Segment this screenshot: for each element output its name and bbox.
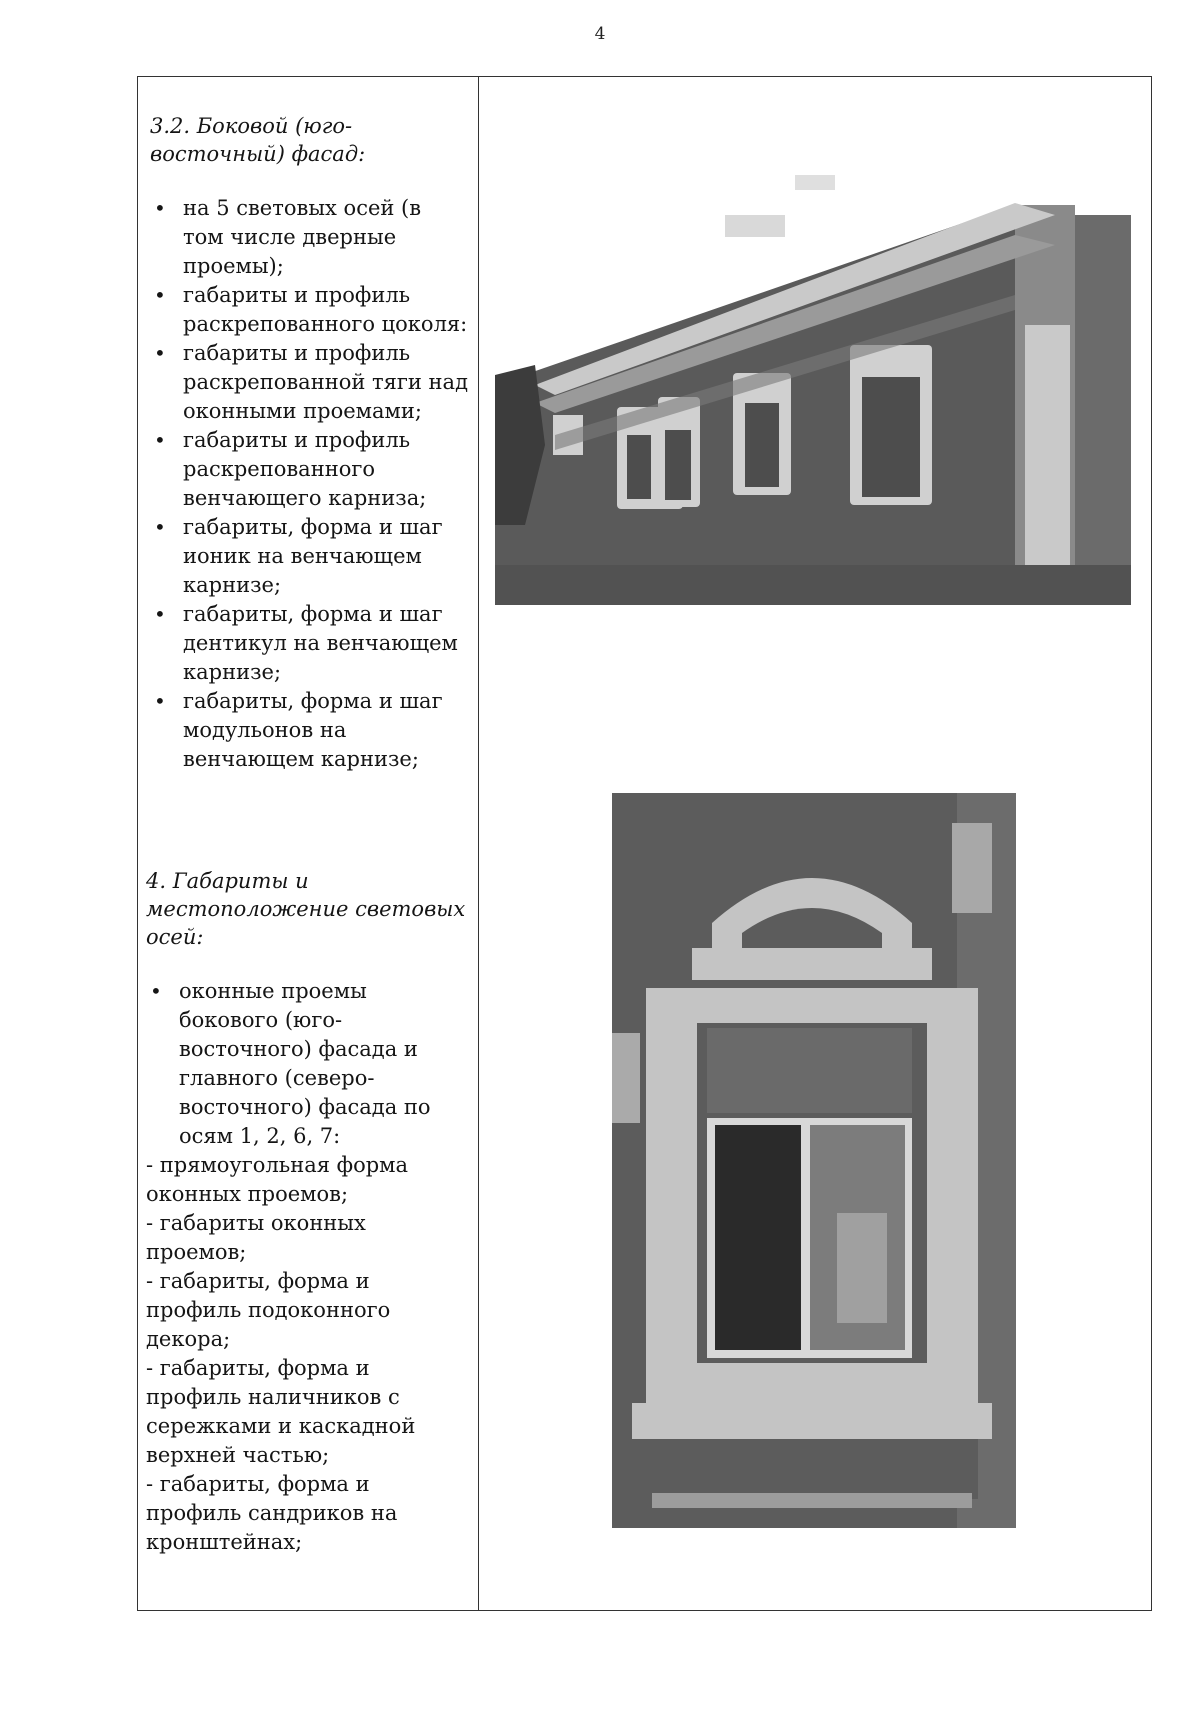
list-item: • на 5 световых осей (в том числе дверные проемы); xyxy=(150,194,468,281)
section-4-dash-list xyxy=(146,1151,471,1557)
list-item: • оконные проемы бокового (юго-восточного) фасада и главного (северо-восточного) фасада по осям 1, 2, 6, 7: xyxy=(146,977,471,1151)
column-divider xyxy=(478,77,479,1610)
page-number: 4 xyxy=(594,24,606,44)
section-4-bullet-list xyxy=(146,977,471,1151)
section-4 xyxy=(146,867,471,1557)
list-item: • габариты, форма и шаг модульонов на венчающем карнизе; xyxy=(150,687,468,774)
window-photo-icon xyxy=(612,793,1016,1528)
list-item: • габариты и профиль раскрепованного венчающего карниза; xyxy=(150,426,468,513)
list-item: • габариты и профиль раскрепованной тяги над оконными проемами; xyxy=(150,339,468,426)
section-4-heading: 4. Габариты и местоположение световых осей: xyxy=(146,869,466,949)
list-item: - габариты, форма и профиль наличников с сережками и каскадной верхней частью; xyxy=(146,1356,416,1467)
list-item: • габариты, форма и шаг дентикул на венчающем карнизе; xyxy=(150,600,468,687)
window-photo xyxy=(612,793,1016,1528)
list-item: • габариты и профиль раскрепованного цоколя: xyxy=(150,281,468,339)
list-item: - габариты оконных проемов; xyxy=(146,1211,366,1264)
list-item: - прямоугольная форма оконных проемов; xyxy=(146,1153,409,1206)
list-item: • габариты, форма и шаг ионик на венчающем карнизе; xyxy=(150,513,468,600)
section-3-2 xyxy=(150,112,468,774)
facade-photo-icon xyxy=(495,145,1131,605)
section-3-2-list xyxy=(150,194,468,774)
list-item: - габариты, форма и профиль сандриков на кронштейнах; xyxy=(146,1472,398,1554)
section-3-2-heading: 3.2. Боковой (юго-восточный) фасад: xyxy=(150,114,366,166)
list-item: - габариты, форма и профиль подоконного декора; xyxy=(146,1269,391,1351)
facade-photo xyxy=(495,145,1131,605)
document-table xyxy=(137,76,1152,1611)
